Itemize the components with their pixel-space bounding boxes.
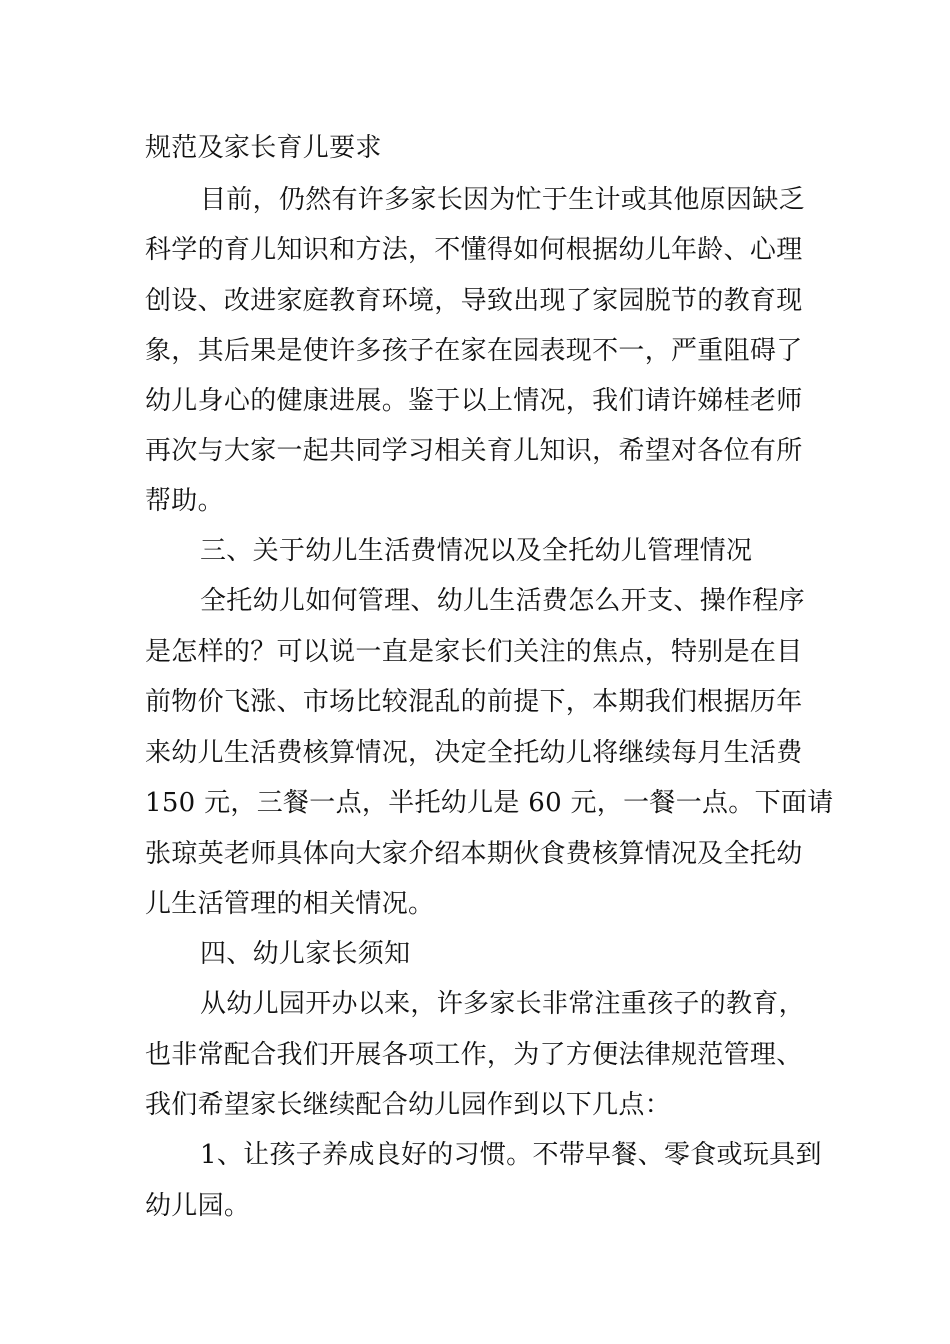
text-line: 是怎样的？可以说一直是家长们关注的焦点，特别是在目 [145, 637, 803, 667]
text-line: 张琼英老师具体向大家介绍本期伙食费核算情况及全托幼 [145, 839, 803, 869]
paragraph-start-line: 1、让孩子养成良好的习惯。不带早餐、零食或玩具到 [200, 1140, 822, 1170]
text-line: 创设、改进家庭教育环境，导致出现了家园脱节的教育现 [145, 286, 803, 316]
paragraph-start-line: 目前，仍然有许多家长因为忙于生计或其他原因缺乏 [200, 185, 805, 215]
text-line: 儿生活管理的相关情况。 [145, 889, 435, 919]
text-line: 也非常配合我们开展各项工作，为了方便法律规范管理、 [145, 1040, 803, 1070]
paragraph-start-line: 全托幼儿如何管理、幼儿生活费怎么开支、操作程序 [200, 586, 805, 616]
text-line: 象，其后果是使许多孩子在家在园表现不一，严重阻碍了 [145, 336, 803, 366]
paragraph-start-line: 从幼儿园开办以来，许多家长非常注重孩子的教育， [200, 989, 805, 1019]
text-line: 我们希望家长继续配合幼儿园作到以下几点： [145, 1090, 672, 1120]
text-line: 来幼儿生活费核算情况，决定全托幼儿将继续每月生活费 [145, 738, 803, 768]
text-line: 规范及家长育儿要求 [145, 133, 382, 163]
text-line: 150 元，三餐一点，半托幼儿是 60 元，一餐一点。下面请 [145, 788, 834, 818]
text-line: 前物价飞涨、市场比较混乱的前提下，本期我们根据历年 [145, 687, 803, 717]
section-heading: 三、关于幼儿生活费情况以及全托幼儿管理情况 [200, 536, 753, 566]
text-line: 帮助。 [145, 486, 224, 516]
section-heading: 四、幼儿家长须知 [200, 939, 411, 969]
text-line: 科学的育儿知识和方法，不懂得如何根据幼儿年龄、心理 [145, 235, 803, 265]
text-line: 幼儿身心的健康进展。鉴于以上情况，我们请许娣桂老师 [145, 386, 803, 416]
text-line: 幼儿园。 [145, 1191, 251, 1221]
text-line: 再次与大家一起共同学习相关育儿知识，希望对各位有所 [145, 436, 803, 466]
